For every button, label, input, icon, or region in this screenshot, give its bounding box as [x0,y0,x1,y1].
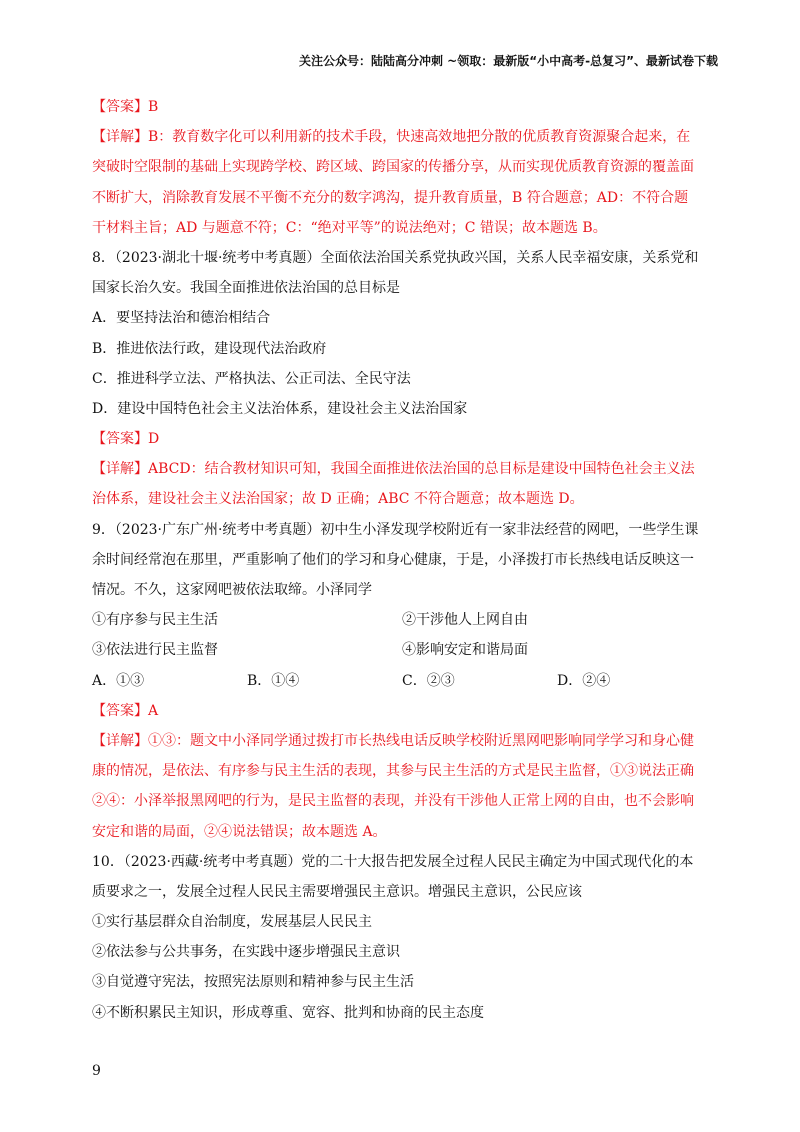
page-header: 关注公众号：陆陆高分冲刺 ~领取：最新版“小中高考-总复习”、最新试卷下载 [299,54,718,68]
q9-detail-line: ②④：小泽举报黑网吧的行为，是民主监督的表现，并没有干涉他人正常上网的自由，也不会影响 [92,793,694,810]
q7-answer [92,92,712,122]
q8-stem-line: 8．（2023·湖北十堰·统考中考真题）全面依法治国关系党执政兴国，关系人民幸福安康，关系党和 [92,249,699,266]
q9-statement: ①有序参与民主生活 [92,612,218,629]
q8-option: A．要坚持法治和德治相结合 [92,310,271,327]
page-number: 9 [92,1063,101,1079]
q9-statement-row [92,605,712,635]
q9-choice: B．①④ [247,672,300,689]
q7-detail-line: 干材料主旨；AD 与题意不符；C：“绝对平等”的说法绝对；C 错误；故本题选 B。 [92,219,607,236]
q9-detail-line: 康的情况，是依法、有序参与民主生活的表现，其参与民主生活的方式是民主监督，①③说法正确 [92,763,694,780]
q9-choices [92,666,712,696]
q8-option: B．推进依法行政，建设现代法治政府 [92,340,327,357]
q10-statement: ④不断积累民主知识，形成尊重、宽容、批判和协商的民主态度 [92,1004,484,1021]
answer-tag: 【答案】 [92,702,148,719]
q8-stem-line: 国家长治久安。我国全面推进依法治国的总目标是 [92,280,400,297]
q8-option: C．推进科学立法、严格执法、公正司法、全民守法 [92,370,411,387]
q9-choice: C．②③ [402,672,455,689]
answer-tag: 【答案】 [92,431,148,448]
answer-value: D [148,431,160,448]
detail-tag: 【详解】 [92,129,148,146]
q9-detail-line: 安定和谐的局面，②④说法错误；故本题选 A。 [92,823,387,840]
q8-detail-line: 治体系，建设社会主义法治国家；故 D 正确；ABC 不符合题意；故本题选 D。 [92,491,584,508]
q9-stem-line: 余时间经常泡在那里，严重影响了他们的学习和身心健康，于是，小泽拨打市长热线电话反映这一 [92,551,694,568]
answer-value: B [148,99,159,115]
q8-answer [92,424,712,454]
q8-detail-line [92,454,712,484]
q9-statement: ③依法进行民主监督 [92,642,218,659]
q9-choice: A．①③ [92,672,145,689]
q7-detail-line: 突破时空限制的基础上实现跨学校、跨区域、跨国家的传播分享，从而实现优质教育资源的覆盖面 [92,159,694,176]
q7-detail-line: 不断扩大，消除教育发展不平衡不充分的数字鸿沟，提升教育质量，B 符合题意；AD：不符合题 [92,189,689,206]
document-body [92,92,712,1028]
q9-statement-row [92,635,712,665]
detail-tag: 【详解】 [92,461,148,478]
q10-statement: ①实行基层群众自治制度，发展基层人民民主 [92,914,372,931]
detail-text: ①③：题文中小泽同学通过拨打市长热线电话反映学校附近黑网吧影响同学学习和身心健 [148,732,694,749]
q9-answer [92,696,712,726]
detail-text: B：教育数字化可以利用新的技术手段，快速高效地把分散的优质教育资源聚合起来，在 [148,129,691,146]
q10-statement: ②依法参与公共事务，在实践中逐步增强民主意识 [92,944,400,961]
detail-text: ABCD：结合教材知识可知，我国全面推进依法治国的总目标是建设中国特色社会主义法 [148,461,695,478]
q10-stem-line: 10．（2023·西藏·统考中考真题）党的二十大报告把发展全过程人民民主确定为中国式现代化的本 [92,853,694,870]
q10-statement: ③自觉遵守宪法，按照宪法原则和精神参与民主生活 [92,974,414,991]
q10-stem-line: 质要求之一，发展全过程人民民主需要增强民主意识。增强民主意识，公民应该 [92,883,582,900]
q9-statement: ②干涉他人上网自由 [402,612,528,629]
q9-detail-line [92,726,712,756]
answer-tag: 【答案】 [92,99,148,115]
q9-stem-line: 情况。不久，这家网吧被依法取缔。小泽同学 [92,582,372,598]
q9-choice: D．②④ [557,672,611,689]
q9-stem-line: 9．（2023·广东广州·统考中考真题）初中生小泽发现学校附近有一家非法经营的网吧，一些学生课 [92,521,699,538]
q8-option: D．建设中国特色社会主义法治体系，建设社会主义法治国家 [92,400,468,417]
answer-value: A [148,702,159,719]
detail-tag: 【详解】 [92,732,148,749]
q7-detail-line [92,122,712,152]
q9-statement: ④影响安定和谐局面 [402,642,528,659]
